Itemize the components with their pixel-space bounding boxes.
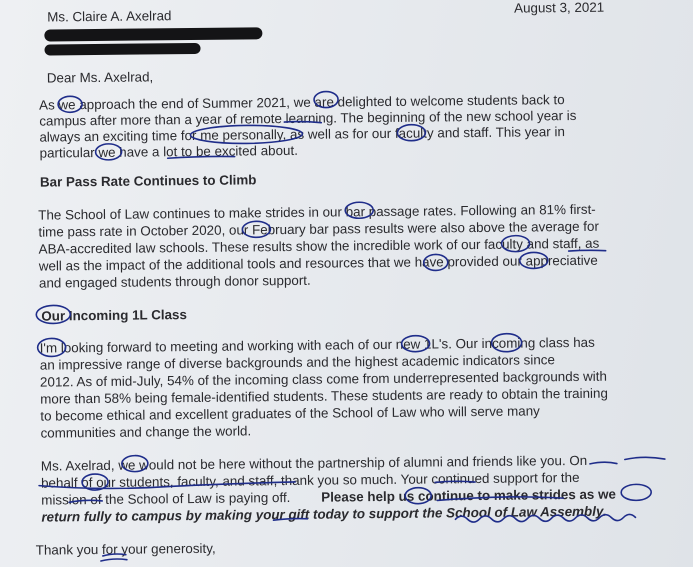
incoming-class-line: more than 58% being female-identified students. These students are ready to obtain the training	[40, 385, 608, 407]
thanks-line: Thank you for your generosity,	[35, 540, 216, 558]
intro-line: As we approach the end of Summer 2021, we are delighted to welcome students back to	[39, 92, 565, 113]
bar-pass-line: ABA-accredited law schools. These results show the incredible work of our faculty and staff, as	[38, 235, 600, 257]
incoming-class-line: to become ethical and excellent graduates of the School of Law who will serve many	[40, 403, 540, 424]
intro-line: campus after more than a year of remote learning. The beginning of the new school year is	[39, 107, 577, 129]
redacted-address-line-2	[44, 43, 200, 56]
closing-appeal-line: return fully to campus by making your gift today to support the School of Law Assembly.	[41, 503, 607, 525]
incoming-class-line: I'm looking forward to meeting and working with each of our new 1L's. Our incoming class has	[39, 334, 595, 356]
intro-line: particular we have a lot to be excited about.	[39, 142, 298, 161]
redacted-address-line-1	[44, 27, 262, 41]
bar-pass-line: time pass rate in October 2020, our February bar pass results were also above the average for	[38, 218, 599, 240]
bar-pass-line: The School of Law continues to make strides in our bar passage rates. Following an 81% first-	[38, 201, 596, 223]
section-heading-incoming-class: Our Incoming 1L Class	[41, 307, 187, 324]
closing-line: mission of the School of Law is paying off.	[41, 489, 291, 508]
incoming-class-line: an impressive range of diverse backgrounds and the highest academic indicators since	[39, 352, 555, 373]
bar-pass-line: and engaged students through donor support.	[38, 272, 311, 291]
closing-line: Ms. Axelrad, we would not be here without the partnership of alumni and friends like you. On	[40, 452, 588, 474]
closing-appeal: Please help us continue to make strides as we	[321, 486, 617, 505]
incoming-class-line: 2012. As of mid-July, 54% of the incoming class come from underrepresented backgrounds with	[39, 368, 607, 390]
intro-line: always an exciting time for me personally, as well as for our faculty and staff. This year in	[39, 124, 565, 145]
closing-line: behalf of our students, faculty, and staff, thank you so much. Your continued support for the	[40, 469, 580, 491]
incoming-class-line: communities and change the world.	[40, 423, 252, 441]
letter-date: August 3, 2021	[514, 0, 605, 16]
recipient-name: Ms. Claire A. Axelrad	[47, 8, 172, 25]
salutation: Dear Ms. Axelrad,	[46, 69, 154, 86]
bar-pass-line: well as the impact of the additional tools and resources that we have provided our appreciative	[38, 252, 598, 274]
section-heading-bar-pass: Bar Pass Rate Continues to Climb	[39, 172, 257, 190]
